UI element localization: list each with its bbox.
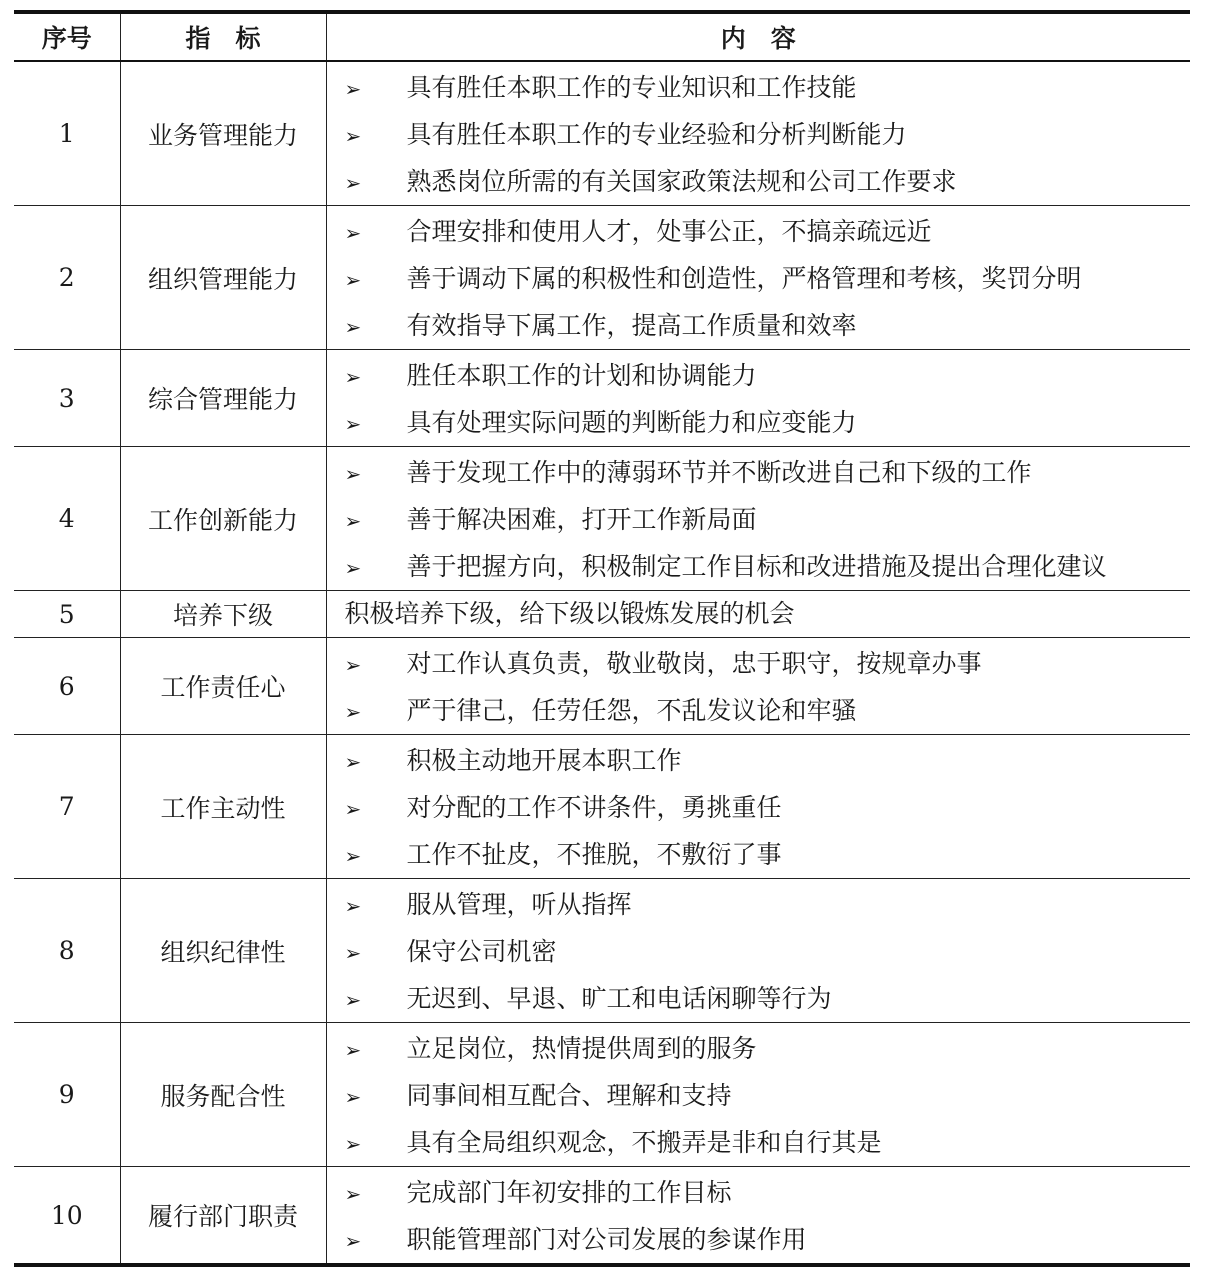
list-item-text: 对工作认真负责，敬业敬岗，忠于职守，按规章办事 — [406, 649, 982, 678]
list-item — [327, 881, 1191, 928]
table-row — [14, 447, 1190, 591]
arrow-bullet-icon: ➢ — [344, 1229, 362, 1253]
arrow-bullet-icon: ➢ — [344, 124, 362, 148]
table-row — [14, 206, 1190, 350]
list-item-text: 同事间相互配合、理解和支持 — [406, 1081, 732, 1110]
content-list — [327, 735, 1191, 878]
indicator-cell: 工作创新能力 — [120, 447, 326, 591]
list-item-text: 合理安排和使用人才，处事公正，不搞亲疏远近 — [406, 217, 932, 246]
row-number: 7 — [14, 735, 120, 879]
arrow-bullet-icon: ➢ — [344, 797, 362, 821]
list-item-text: 严于律己，任劳任怨，不乱发议论和牢骚 — [406, 696, 857, 725]
list-item — [327, 784, 1191, 831]
list-item — [327, 449, 1191, 496]
list-item — [327, 928, 1191, 975]
list-item — [327, 64, 1191, 111]
arrow-bullet-icon: ➢ — [344, 1182, 362, 1206]
content-cell — [326, 638, 1190, 735]
header-num: 序号 — [14, 12, 120, 61]
indicator-cell: 组织纪律性 — [120, 879, 326, 1023]
content-list — [327, 879, 1191, 1022]
list-item — [327, 399, 1191, 446]
arrow-bullet-icon: ➢ — [344, 77, 362, 101]
content-cell — [326, 879, 1190, 1023]
arrow-bullet-icon: ➢ — [344, 556, 362, 580]
arrow-bullet-icon: ➢ — [344, 941, 362, 965]
list-item-text: 具有处理实际问题的判断能力和应变能力 — [406, 408, 857, 437]
arrow-bullet-icon: ➢ — [344, 894, 362, 918]
content-list — [327, 447, 1191, 590]
arrow-bullet-icon: ➢ — [344, 653, 362, 677]
content-cell — [326, 206, 1190, 350]
arrow-bullet-icon: ➢ — [344, 700, 362, 724]
list-item-text: 具有胜任本职工作的专业知识和工作技能 — [406, 73, 857, 102]
arrow-bullet-icon: ➢ — [344, 221, 362, 245]
content-cell — [326, 61, 1190, 206]
indicator-cell: 工作责任心 — [120, 638, 326, 735]
row-number: 9 — [14, 1023, 120, 1167]
list-item-text: 有效指导下属工作，提高工作质量和效率 — [406, 311, 857, 340]
content-list — [327, 350, 1191, 446]
content-cell — [326, 447, 1190, 591]
header-row — [14, 12, 1190, 61]
list-item-text: 具有全局组织观念，不搬弄是非和自行其是 — [406, 1128, 882, 1157]
indicator-cell: 履行部门职责 — [120, 1167, 326, 1266]
row-number: 8 — [14, 879, 120, 1023]
content-cell — [326, 591, 1190, 638]
list-item-text: 善于调动下属的积极性和创造性，严格管理和考核，奖罚分明 — [406, 264, 1082, 293]
arrow-bullet-icon: ➢ — [344, 1038, 362, 1062]
indicator-cell: 工作主动性 — [120, 735, 326, 879]
row-number: 3 — [14, 350, 120, 447]
arrow-bullet-icon: ➢ — [344, 988, 362, 1012]
content-text: 积极培养下级，给下级以锻炼发展的机会 — [344, 599, 795, 628]
row-number: 4 — [14, 447, 120, 591]
arrow-bullet-icon: ➢ — [344, 844, 362, 868]
indicator-cell: 服务配合性 — [120, 1023, 326, 1167]
table-row — [14, 591, 1190, 638]
list-item-text: 善于发现工作中的薄弱环节并不断改进自己和下级的工作 — [406, 458, 1032, 487]
list-item-text: 无迟到、早退、旷工和电话闲聊等行为 — [406, 984, 832, 1013]
row-number: 5 — [14, 591, 120, 638]
list-item-text: 工作不扯皮，不推脱，不敷衍了事 — [406, 840, 782, 869]
list-item — [327, 158, 1191, 205]
header-content: 内 容 — [326, 12, 1190, 61]
table-row — [14, 1023, 1190, 1167]
evaluation-table — [14, 10, 1190, 1267]
arrow-bullet-icon: ➢ — [344, 315, 362, 339]
table-row — [14, 879, 1190, 1023]
list-item — [327, 352, 1191, 399]
list-item — [327, 496, 1191, 543]
list-item — [327, 1025, 1191, 1072]
indicator-cell: 业务管理能力 — [120, 61, 326, 206]
list-item — [327, 1072, 1191, 1119]
table-body — [14, 61, 1190, 1265]
list-item-text: 对分配的工作不讲条件，勇挑重任 — [406, 793, 782, 822]
evaluation-table-container — [14, 10, 1190, 1267]
row-number: 1 — [14, 61, 120, 206]
arrow-bullet-icon: ➢ — [344, 412, 362, 436]
list-item-text: 职能管理部门对公司发展的参谋作用 — [406, 1225, 807, 1254]
row-number: 2 — [14, 206, 120, 350]
arrow-bullet-icon: ➢ — [344, 268, 362, 292]
row-number: 10 — [50, 1200, 83, 1230]
arrow-bullet-icon: ➢ — [344, 365, 362, 389]
list-item-text: 善于把握方向，积极制定工作目标和改进措施及提出合理化建议 — [406, 552, 1107, 581]
list-item-text: 积极主动地开展本职工作 — [406, 746, 682, 775]
list-item — [327, 208, 1191, 255]
list-item — [327, 111, 1191, 158]
indicator-cell: 组织管理能力 — [120, 206, 326, 350]
row-number: 6 — [14, 638, 120, 735]
list-item — [327, 1216, 1191, 1263]
table-row — [14, 1167, 1190, 1266]
content-list — [327, 638, 1191, 734]
list-item — [327, 975, 1191, 1022]
table-row — [14, 735, 1190, 879]
list-item-text: 完成部门年初安排的工作目标 — [406, 1178, 732, 1207]
list-item-text: 服从管理，听从指挥 — [406, 890, 632, 919]
arrow-bullet-icon: ➢ — [344, 509, 362, 533]
content-list — [327, 1023, 1191, 1166]
arrow-bullet-icon: ➢ — [344, 1132, 362, 1156]
list-item — [327, 640, 1191, 687]
table-row — [14, 61, 1190, 206]
content-cell — [326, 1023, 1190, 1167]
content-cell — [326, 1167, 1190, 1266]
list-item — [327, 831, 1191, 878]
arrow-bullet-icon: ➢ — [344, 462, 362, 486]
list-item-text: 保守公司机密 — [406, 937, 557, 966]
arrow-bullet-icon: ➢ — [344, 1085, 362, 1109]
list-item — [327, 687, 1191, 734]
content-cell — [326, 735, 1190, 879]
indicator-cell: 培养下级 — [120, 591, 326, 638]
list-item-text: 具有胜任本职工作的专业经验和分析判断能力 — [406, 120, 907, 149]
content-list — [327, 62, 1191, 205]
list-item — [327, 737, 1191, 784]
list-item-text: 胜任本职工作的计划和协调能力 — [406, 361, 757, 390]
content-list — [327, 206, 1191, 349]
list-item-text: 熟悉岗位所需的有关国家政策法规和公司工作要求 — [406, 167, 957, 196]
content-list — [327, 1167, 1191, 1263]
arrow-bullet-icon: ➢ — [344, 750, 362, 774]
table-row — [14, 638, 1190, 735]
list-item — [327, 543, 1191, 590]
list-item-text: 立足岗位，热情提供周到的服务 — [406, 1034, 757, 1063]
list-item — [327, 1119, 1191, 1166]
table-row — [14, 350, 1190, 447]
list-item — [327, 302, 1191, 349]
indicator-cell: 综合管理能力 — [120, 350, 326, 447]
header-indicator: 指 标 — [120, 12, 326, 61]
content-cell — [326, 350, 1190, 447]
list-item-text: 善于解决困难，打开工作新局面 — [406, 505, 757, 534]
list-item — [327, 255, 1191, 302]
arrow-bullet-icon: ➢ — [344, 171, 362, 195]
list-item — [327, 1169, 1191, 1216]
